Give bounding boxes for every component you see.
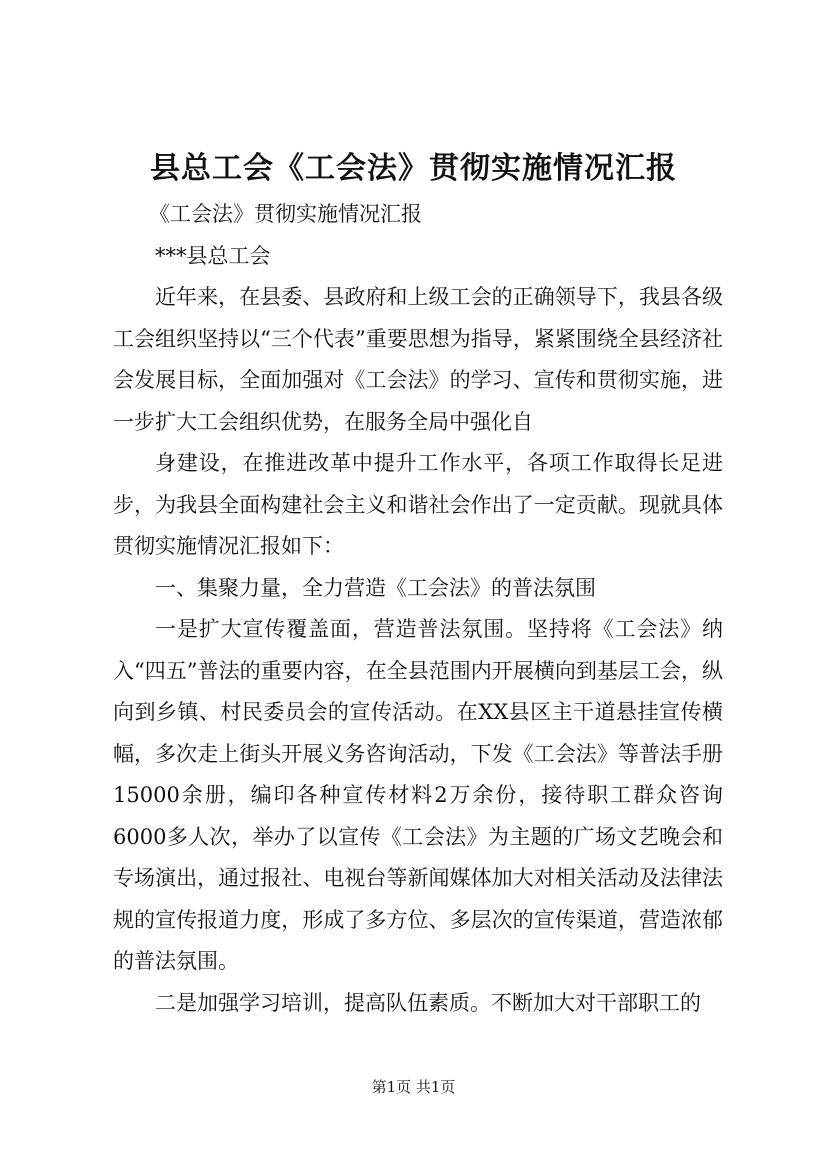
body-paragraph: 近年来，在县委、县政府和上级工会的正确领导下，我县各级工会组织坚持以“三个代表”重要思想为指导，紧紧围绕全县经济社会发展目标，全面加强对《工会法》的学习、宣传和贯彻实施，进一步扩大工会组织优势，在服务全局中强化自 (113, 285, 723, 434)
page-footer: 第1页 共1页 (371, 1078, 456, 1096)
document-title: 县总工会《工会法》贯彻实施情况汇报 (150, 151, 677, 186)
document-body (113, 194, 723, 1024)
body-paragraph: 二是加强学习培训，提高队伍素质。不断加大对干部职工的 (155, 990, 701, 1015)
section-heading: 一、集聚力量，全力营造《工会法》的普法氛围 (155, 575, 596, 600)
body-paragraph: 身建设，在推进改革中提升工作水平，各项工作取得长足进步，为我县全面构建社会主义和谐社会作出了一定贡献。现就具体贯彻实施情况汇报如下： (113, 451, 723, 558)
body-paragraph: 一是扩大宣传覆盖面，营造普法氛围。坚持将《工会法》纳入“四五”普法的重要内容，在全县范围内开展横向到基层工会，纵向到乡镇、村民委员会的宣传活动。在XX县区主干道悬挂宣传横幅，多次走上街头开展义务咨询活动，下发《工会法》等普法手册15000余册，编印各种宣传材料2万余份，接待职工群众咨询6000多人次，举办了以宣传《工会法》为主题的广场文艺晚会和专场演出，通过报社、电视台等新闻媒体加大对相关活动及法律法规的宣传报道力度，形成了多方位、多层次的宣传渠道，营造浓郁的普法氛围。 (113, 617, 723, 973)
subtitle-paragraph: 《工会法》贯彻实施情况汇报 (149, 202, 422, 226)
author-paragraph: ***县总工会 (155, 243, 271, 268)
